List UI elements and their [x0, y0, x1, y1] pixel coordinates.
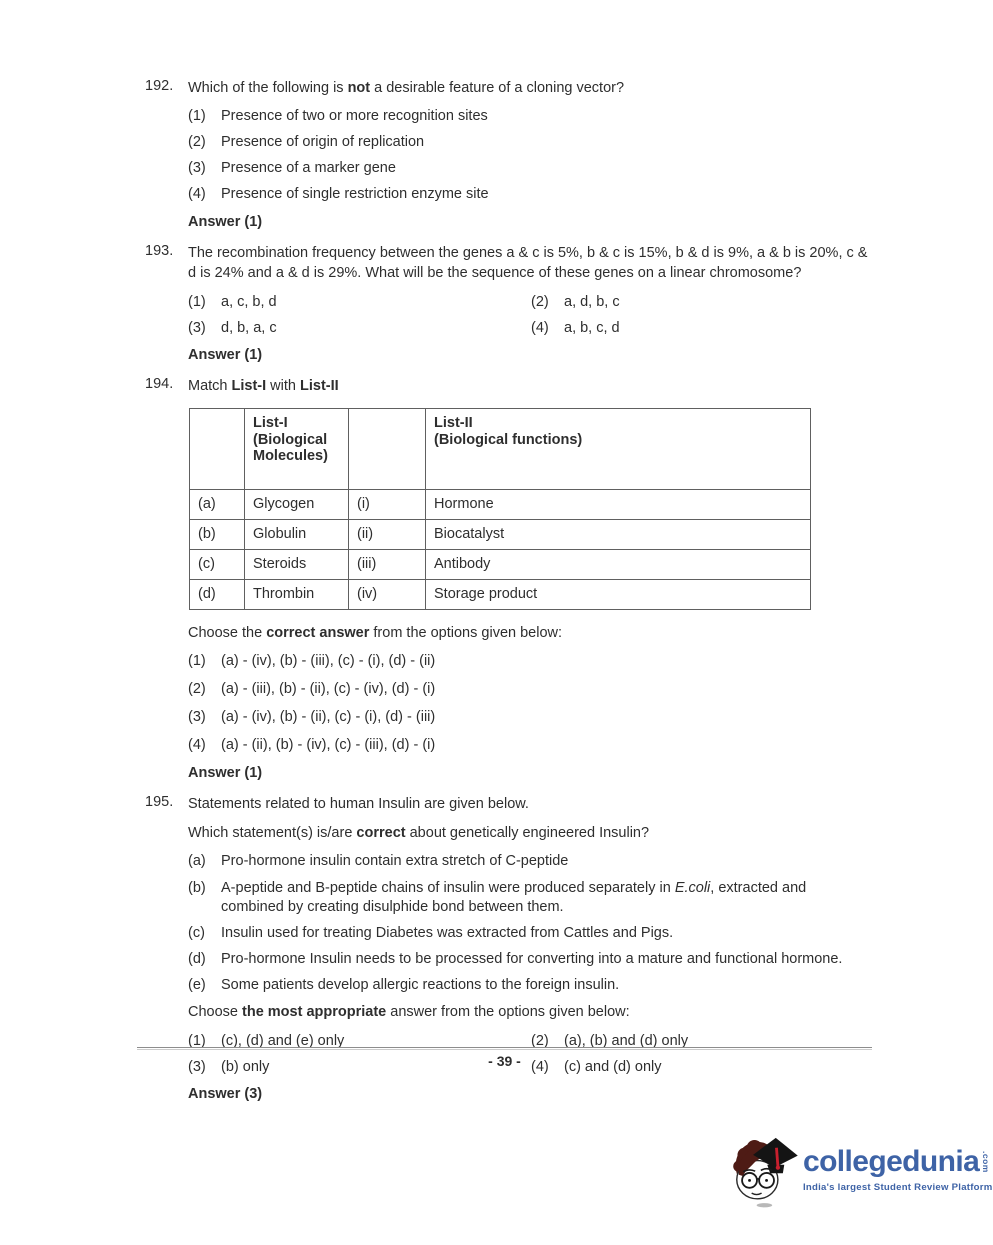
option-text: (b) only: [221, 1058, 270, 1075]
statement-label: (c): [188, 925, 205, 942]
stem-text: Match: [188, 378, 232, 395]
table-row: [190, 579, 811, 609]
option: [188, 652, 872, 672]
option-text: d, b, a, c: [221, 319, 277, 336]
table-cell: (i): [349, 490, 426, 520]
option-label: (4): [188, 737, 206, 754]
table-cell-empty: [190, 408, 245, 490]
option-label: (3): [188, 319, 206, 336]
table-cell: (c): [190, 550, 245, 580]
option-label: (4): [531, 1058, 549, 1075]
stem-text: Which of the following is: [188, 80, 348, 96]
instruction-text: from the options given below:: [369, 624, 563, 641]
option: [531, 319, 872, 339]
question-number: 192.: [145, 78, 174, 94]
option-label: (4): [188, 186, 206, 203]
table-cell: (a): [190, 490, 245, 520]
option-text: (a) - (iii), (b) - (ii), (c) - (iv), (d) - (i): [221, 681, 436, 698]
option-label: (3): [188, 160, 206, 177]
option-text: (a), (b) and (d) only: [564, 1032, 689, 1049]
stem-text: a desirable feature of a cloning vector?: [370, 80, 625, 96]
stem-bold-text: List-I: [231, 378, 267, 395]
table-cell: Antibody: [426, 550, 811, 580]
header-line: Molecules): [253, 448, 328, 465]
option-label: (2): [188, 681, 206, 698]
instruction-bold-text: the most appropriate: [242, 1004, 387, 1021]
option-text: a, d, b, c: [564, 293, 620, 310]
option-text: (a) - (iv), (b) - (ii), (c) - (i), (d) - (iii): [221, 709, 436, 726]
option-text: (c) and (d) only: [564, 1058, 662, 1075]
stem-text: Which statement(s) is/are: [188, 825, 357, 842]
brand-text: collegedunia: [803, 1145, 980, 1178]
stem-bold-text: correct: [356, 825, 406, 842]
question-number: 195.: [145, 793, 174, 810]
table-header-list1: [245, 408, 349, 490]
choose-instruction: [188, 1002, 872, 1022]
table-header-row: [190, 408, 811, 490]
instruction-text: Choose the: [188, 624, 267, 641]
answer-label: Answer (1): [188, 764, 263, 781]
question-stem-line2: [188, 823, 872, 843]
table-cell: Glycogen: [245, 490, 349, 520]
choose-instruction: [188, 623, 872, 643]
option: [188, 293, 531, 313]
statement: [188, 852, 872, 872]
table-cell: Steroids: [245, 550, 349, 580]
table-cell-empty: [349, 408, 426, 490]
statement-text: [221, 879, 872, 918]
stem-text: about genetically engineered Insulin?: [405, 825, 650, 842]
option: [188, 736, 872, 756]
table-cell: Globulin: [245, 520, 349, 550]
statement: [188, 879, 872, 918]
table-cell: (d): [190, 579, 245, 609]
question-192: [145, 78, 872, 230]
statement: [188, 950, 872, 970]
question-number: 193.: [145, 243, 174, 260]
option-text: Presence of single restriction enzyme site: [221, 186, 489, 203]
option: [188, 159, 872, 179]
statement-text-part: , extracted and combined by creating disulphide bond between them.: [221, 879, 807, 916]
header-line: (Biological functions): [434, 431, 583, 448]
question-number: 194.: [145, 376, 174, 393]
option-row: [188, 319, 872, 339]
option-text: a, b, c, d: [564, 319, 620, 336]
option-label: (3): [188, 709, 206, 726]
brand-tld-text: .com: [981, 1151, 992, 1173]
page-content: [145, 78, 872, 1115]
answer-label: Answer (3): [188, 1086, 263, 1103]
instruction-bold-text: correct answer: [266, 624, 370, 641]
option-text: Presence of two or more recognition sites: [221, 108, 488, 125]
header-line: (Biological: [253, 431, 328, 448]
option: [188, 319, 531, 339]
option-text: (c), (d) and (e) only: [221, 1032, 345, 1049]
option: [188, 133, 872, 153]
statement-text-part: A-peptide and B-peptide chains of insulin were produced separately in: [221, 879, 675, 896]
statement-label: (e): [188, 977, 206, 994]
option: [188, 708, 872, 728]
table-cell: (b): [190, 520, 245, 550]
statement-label: (a): [188, 853, 206, 870]
statement: [188, 976, 872, 996]
table-cell: (iv): [349, 579, 426, 609]
option-label: (1): [188, 293, 206, 310]
option-label: (1): [188, 108, 206, 125]
statement-italic-text: E.coli: [674, 879, 711, 896]
statement-text: Pro-hormone Insulin needs to be processed for converting into a mature and functional hormone.: [221, 951, 843, 968]
option: [188, 107, 872, 127]
statement-text: Pro-hormone insulin contain extra stretch of C-peptide: [221, 853, 569, 870]
option-label: (1): [188, 1032, 206, 1049]
stem-bold-text: not: [347, 80, 371, 96]
option: [531, 293, 872, 313]
stem-text: with: [266, 378, 300, 395]
table-cell: Thrombin: [245, 579, 349, 609]
table-cell: Biocatalyst: [426, 520, 811, 550]
table-row: [190, 550, 811, 580]
question-193: [145, 243, 872, 363]
question-stem: [188, 78, 872, 98]
mascot-icon: [727, 1135, 799, 1213]
statement-text: Some patients develop allergic reactions to the foreign insulin.: [221, 977, 620, 994]
question-stem: Statements related to human Insulin are given below.: [188, 795, 529, 812]
answer-label: Answer (1): [188, 347, 263, 364]
option-label: (2): [531, 293, 549, 310]
option-text: (a) - (ii), (b) - (iv), (c) - (iii), (d) - (i): [221, 737, 436, 754]
statement-label: (b): [188, 879, 206, 896]
statement-label: (d): [188, 951, 206, 968]
logo-tagline: India's largest Student Review Platform: [803, 1182, 993, 1193]
option-text: (a) - (iv), (b) - (iii), (c) - (i), (d) - (ii): [221, 653, 436, 670]
table-row: [190, 520, 811, 550]
header-line: List-I: [253, 414, 288, 431]
question-194: [145, 376, 872, 781]
page-number: - 39 -: [488, 1053, 521, 1069]
option: [188, 185, 872, 205]
option-label: (2): [188, 134, 206, 151]
instruction-text: answer from the options given below:: [386, 1004, 630, 1021]
answer-label: Answer (1): [188, 214, 263, 231]
option: [188, 680, 872, 700]
question-stem: [188, 376, 872, 396]
collegedunia-logo: [727, 1135, 993, 1213]
table-cell: (iii): [349, 550, 426, 580]
match-list-table: [189, 408, 811, 610]
option-label: (1): [188, 653, 206, 670]
stem-bold-text: List-II: [300, 378, 339, 395]
option-text: a, c, b, d: [221, 293, 277, 310]
statement: [188, 924, 872, 944]
footer-divider: [137, 1047, 872, 1050]
table-cell: Hormone: [426, 490, 811, 520]
question-stem: The recombination frequency between the genes a & c is 5%, b & c is 15%, b & d is 9%, a & b is 20%, c & d is 24% and a & d is 29%. What will be the sequence of these genes on a linear chromosome?: [188, 245, 868, 282]
option-label: (2): [531, 1032, 549, 1049]
table-cell: (ii): [349, 520, 426, 550]
table-header-list2: [426, 408, 811, 490]
statement-text: Insulin used for treating Diabetes was extracted from Cattles and Pigs.: [221, 925, 674, 942]
option-text: Presence of a marker gene: [221, 160, 396, 177]
option-row: [188, 293, 872, 313]
option-text: Presence of origin of replication: [221, 134, 425, 151]
option-label: (3): [188, 1058, 206, 1075]
instruction-text: Choose: [188, 1004, 243, 1021]
option-label: (4): [531, 319, 549, 336]
table-row: [190, 490, 811, 520]
table-cell: Storage product: [426, 579, 811, 609]
header-line: List-II: [434, 414, 473, 431]
logo-text-block: [803, 1135, 993, 1193]
